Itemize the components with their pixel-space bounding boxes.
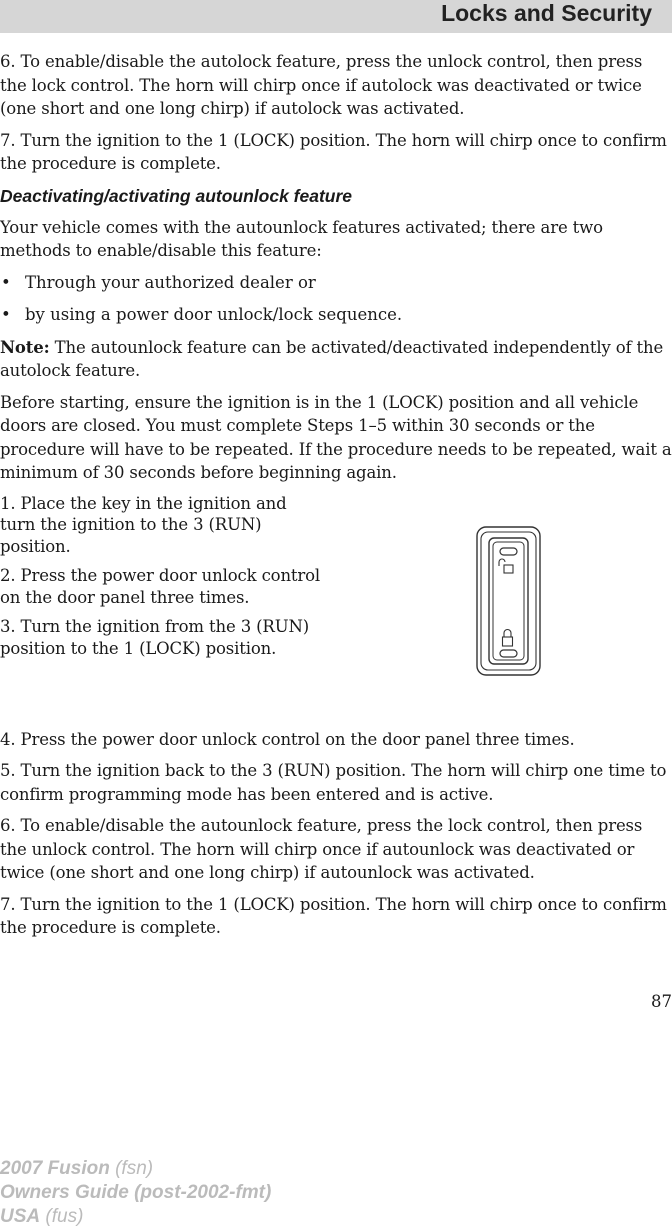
- footer-line-model: [0, 1157, 271, 1181]
- note-label: Note:: [0, 337, 50, 357]
- door-lock-switch-icon: [476, 526, 541, 676]
- steps-1-3: [0, 493, 325, 660]
- section-heading: Deactivating/activating autounlock feature: [0, 185, 353, 206]
- autolock-step-7: 7. Turn the ignition to the 1 (LOCK) position. The horn will chirp once to confirm the procedure is complete.: [0, 130, 667, 173]
- steps-with-figure: [0, 493, 672, 728]
- autounlock-step-1: 1. Place the key in the ignition and turn the ignition to the 3 (RUN) position.: [0, 493, 287, 556]
- bullet-icon: •: [1, 272, 11, 292]
- autounlock-step-6: 6. To enable/disable the autounlock feature, press the lock control, then press the unlock control. The horn will chirp once if autounlock was deactivated or twice (one short and one long chirp) if autounlock was activated.: [0, 816, 643, 882]
- list-item: [0, 303, 672, 327]
- autounlock-step-2: 2. Press the power door unlock control on the door panel three times.: [0, 566, 321, 607]
- footer-model-code: (fsn): [115, 1158, 154, 1179]
- door-lock-switch-illustration: [476, 526, 541, 676]
- header-bar: [0, 0, 672, 33]
- autounlock-step-3: 3. Turn the ignition from the 3 (RUN) position to the 1 (LOCK) position.: [0, 617, 310, 658]
- intro-paragraph: Your vehicle comes with the autounlock features activated; there are two methods to enable/disable this feature:: [0, 217, 603, 260]
- page-title: Locks and Security: [441, 0, 652, 26]
- autounlock-step-4: 4. Press the power door unlock control on the door panel three times.: [0, 729, 575, 749]
- footer: [0, 1157, 271, 1229]
- footer-model: 2007 Fusion: [0, 1158, 110, 1179]
- note-paragraph: [0, 336, 672, 383]
- footer-line-region: [0, 1205, 271, 1229]
- footer-region: USA: [0, 1206, 41, 1227]
- page-content: [0, 50, 672, 948]
- list-item-text: Through your authorized dealer or: [25, 272, 316, 292]
- autolock-step-6: 6. To enable/disable the autolock feature, press the unlock control, then press the lock control. The horn will chirp once if autolock was deactivated or twice (one short and one long chirp) if autolock was activated.: [0, 52, 643, 118]
- bullet-icon: •: [1, 305, 11, 324]
- footer-guide: Owners Guide (post-2002-fmt): [0, 1182, 272, 1203]
- note-text: The autounlock feature can be activated/deactivated independently of the autolock feature.: [0, 337, 664, 380]
- autounlock-step-5: 5. Turn the ignition back to the 3 (RUN) position. The horn will chirp one time to confirm programming mode has been entered and is active.: [0, 761, 667, 804]
- page-number: 87: [651, 992, 672, 1011]
- list-item-text: by using a power door unlock/lock sequence.: [25, 305, 403, 324]
- autounlock-step-7: 7. Turn the ignition to the 1 (LOCK) position. The horn will chirp once to confirm the procedure is complete.: [0, 894, 667, 937]
- before-paragraph: Before starting, ensure the ignition is in the 1 (LOCK) position and all vehicle doors are closed. You must complete Steps 1–5 within 30 seconds or the procedure will have to be repeated. If the procedure needs to be repeated, wait a minimum of 30 seconds before beginning again.: [0, 392, 672, 482]
- footer-line-guide: [0, 1181, 271, 1205]
- list-item: [0, 271, 672, 295]
- footer-region-code: (fus): [45, 1206, 84, 1227]
